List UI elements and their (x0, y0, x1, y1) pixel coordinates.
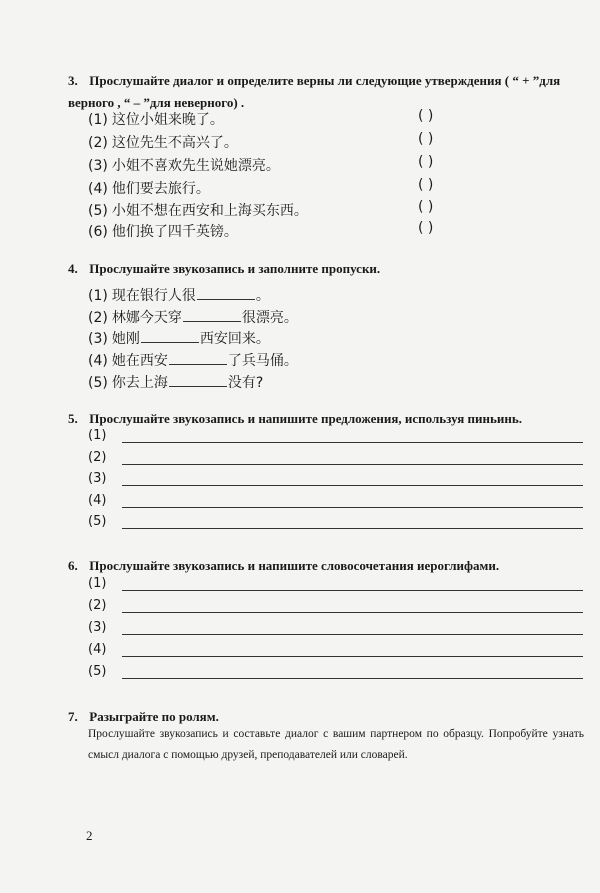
exercise-5-instruction: Прослушайте звукозапись и напишите предложения, используя пиньинь. (89, 411, 522, 426)
ex4-item-1 (88, 285, 270, 305)
ex3-answer-2[interactable] (418, 131, 456, 147)
exercise-6-heading (68, 555, 588, 577)
line-number: (2) (88, 450, 107, 465)
exercise-5-number: 5. (68, 411, 78, 426)
item-text: 小姐不想在西安和上海买东西。 (111, 203, 308, 219)
fill-blank[interactable] (169, 372, 227, 387)
item-number: (1) (88, 112, 108, 128)
ex3-item-3 (88, 157, 280, 175)
item-text-after: 。 (255, 288, 270, 304)
answer-rule (122, 634, 583, 635)
fill-blank[interactable] (197, 285, 255, 300)
page-number: 2 (86, 828, 93, 843)
ex4-item-3 (88, 328, 270, 348)
exercise-7-instruction: Разыграйте по ролям. (89, 709, 219, 724)
ex4-item-4 (88, 350, 298, 370)
answer-rule (122, 442, 583, 443)
answer-rule (122, 590, 583, 591)
exercise-3-instruction: Прослушайте диалог и определите верны ли следующие утверждения ( “ + ”для верного , “ – ”для неверного) . (68, 73, 561, 110)
ex6-answer-line-4[interactable] (88, 642, 583, 660)
ex3-item-6 (88, 223, 238, 241)
ex3-answer-4[interactable] (418, 177, 456, 193)
exercise-3-number: 3. (68, 73, 78, 88)
ex5-answer-line-4[interactable] (88, 493, 583, 511)
item-text-before: 现在银行人很 (111, 288, 196, 304)
line-number: (1) (88, 576, 107, 591)
item-text: 这位先生不高兴了。 (111, 135, 238, 151)
item-number: (5) (88, 203, 108, 219)
ex3-answer-1[interactable] (418, 108, 456, 124)
answer-rule (122, 464, 583, 465)
ex5-answer-line-5[interactable] (88, 514, 583, 532)
line-number: (4) (88, 493, 107, 508)
item-text: 他们要去旅行。 (111, 181, 210, 197)
item-number: (6) (88, 224, 108, 240)
answer-rule (122, 678, 583, 679)
answer-box: ( ) (418, 220, 434, 236)
item-text: 他们换了四千英镑。 (111, 224, 238, 240)
ex6-answer-line-5[interactable] (88, 664, 583, 682)
ex3-answer-6[interactable] (418, 220, 456, 236)
item-number: (2) (88, 135, 108, 151)
item-text-before: 林娜今天穿 (111, 310, 182, 326)
item-text-before: 她在西安 (111, 353, 168, 369)
item-text-after: 没有? (227, 375, 264, 391)
ex4-item-2 (88, 307, 298, 327)
exercise-4-heading (68, 258, 588, 280)
ex6-answer-line-2[interactable] (88, 598, 583, 616)
item-number: (5) (88, 375, 108, 391)
answer-rule (122, 612, 583, 613)
fill-blank[interactable] (141, 328, 199, 343)
exercise-4-number: 4. (68, 261, 78, 276)
item-number: (3) (88, 158, 108, 174)
exercise-3-heading (68, 70, 588, 114)
answer-rule (122, 656, 583, 657)
ex3-item-1 (88, 111, 224, 129)
ex4-item-5 (88, 372, 263, 392)
item-number: (2) (88, 310, 108, 326)
line-number: (3) (88, 620, 107, 635)
item-text: 这位小姐来晚了。 (111, 112, 224, 128)
exercise-5-heading (68, 408, 588, 430)
line-number: (4) (88, 642, 107, 657)
item-number: (3) (88, 331, 108, 347)
answer-rule (122, 485, 583, 486)
item-number: (4) (88, 181, 108, 197)
exercise-7-number: 7. (68, 709, 78, 724)
item-text-after: 很漂亮。 (241, 310, 298, 326)
ex3-item-5 (88, 202, 308, 220)
ex3-item-4 (88, 180, 210, 198)
ex3-answer-3[interactable] (418, 154, 456, 170)
ex6-answer-line-1[interactable] (88, 576, 583, 594)
fill-blank[interactable] (169, 350, 227, 365)
line-number: (3) (88, 471, 107, 486)
item-number: (1) (88, 288, 108, 304)
line-number: (1) (88, 428, 107, 443)
answer-rule (122, 507, 583, 508)
fill-blank[interactable] (183, 307, 241, 322)
exercise-6-number: 6. (68, 558, 78, 573)
item-text: 小姐不喜欢先生说她漂亮。 (111, 158, 280, 174)
line-number: (5) (88, 664, 107, 679)
answer-box: ( ) (418, 199, 434, 215)
item-text-before: 她刚 (111, 331, 140, 347)
exercise-6-instruction: Прослушайте звукозапись и напишите словосочетания иероглифами. (89, 558, 500, 573)
exercise-7-paragraph: Прослушайте звукозапись и составьте диалог с вашим партнером по образцу. Попробуйте узнать смысл диалога с помощью друзей, преподавателей или словарей. (88, 728, 584, 761)
ex5-answer-line-3[interactable] (88, 471, 583, 489)
answer-box: ( ) (418, 108, 434, 124)
answer-box: ( ) (418, 131, 434, 147)
answer-box: ( ) (418, 154, 434, 170)
item-number: (4) (88, 353, 108, 369)
ex3-answer-5[interactable] (418, 199, 456, 215)
item-text-after: 了兵马俑。 (227, 353, 298, 369)
answer-rule (122, 528, 583, 529)
ex6-answer-line-3[interactable] (88, 620, 583, 638)
ex3-item-2 (88, 134, 238, 152)
item-text-before: 你去上海 (111, 375, 168, 391)
ex5-answer-line-1[interactable] (88, 428, 583, 446)
line-number: (2) (88, 598, 107, 613)
line-number: (5) (88, 514, 107, 529)
ex5-answer-line-2[interactable] (88, 450, 583, 468)
answer-box: ( ) (418, 177, 434, 193)
exercise-4-instruction: Прослушайте звукозапись и заполните пропуски. (89, 261, 381, 276)
item-text-after: 西安回来。 (199, 331, 270, 347)
